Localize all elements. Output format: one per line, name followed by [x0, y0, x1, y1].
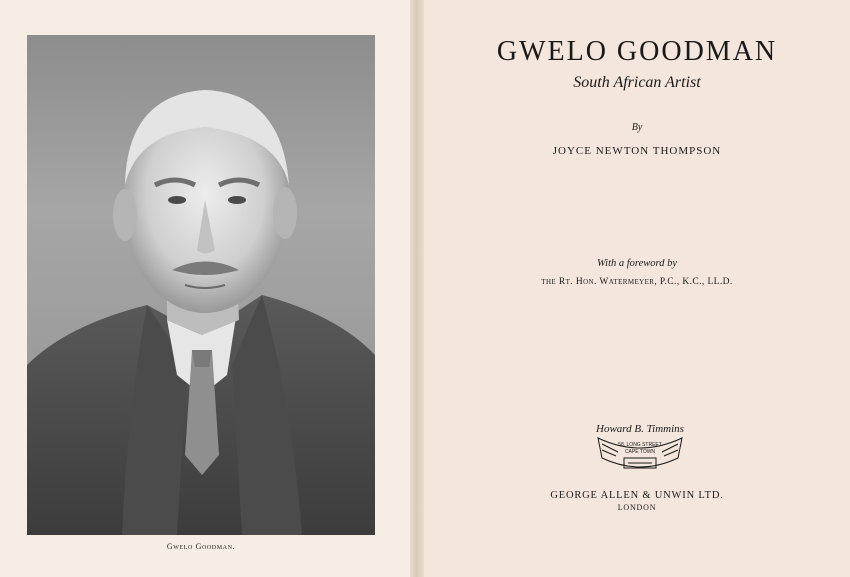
- author-name: JOYCE NEWTON THOMPSON: [552, 145, 722, 157]
- publisher-city: LONDON: [617, 503, 657, 512]
- stamp-name: Howard B. Timmins: [596, 423, 684, 435]
- stamp-address-1: 58, LONG STREET: [618, 442, 662, 448]
- portrait-photo: [27, 35, 375, 535]
- book-title: GWELO GOODMAN: [496, 36, 778, 67]
- publisher-name: GEORGE ALLEN & UNWIN LTD.: [550, 490, 724, 501]
- book-gutter: [410, 0, 424, 577]
- portrait-caption: Gwelo Goodman.: [166, 542, 236, 551]
- by-line: By: [631, 122, 643, 133]
- portrait-illustration: [27, 35, 375, 535]
- foreword-author: the Rt. Hon. Watermeyer, P.C., K.C., LL.D.: [541, 277, 733, 287]
- foreword-line: With a foreword by: [596, 258, 677, 269]
- stamp-address-2: CAPE TOWN: [624, 449, 656, 455]
- bookseller-stamp: [588, 418, 692, 480]
- book-subtitle: South African Artist: [573, 74, 701, 91]
